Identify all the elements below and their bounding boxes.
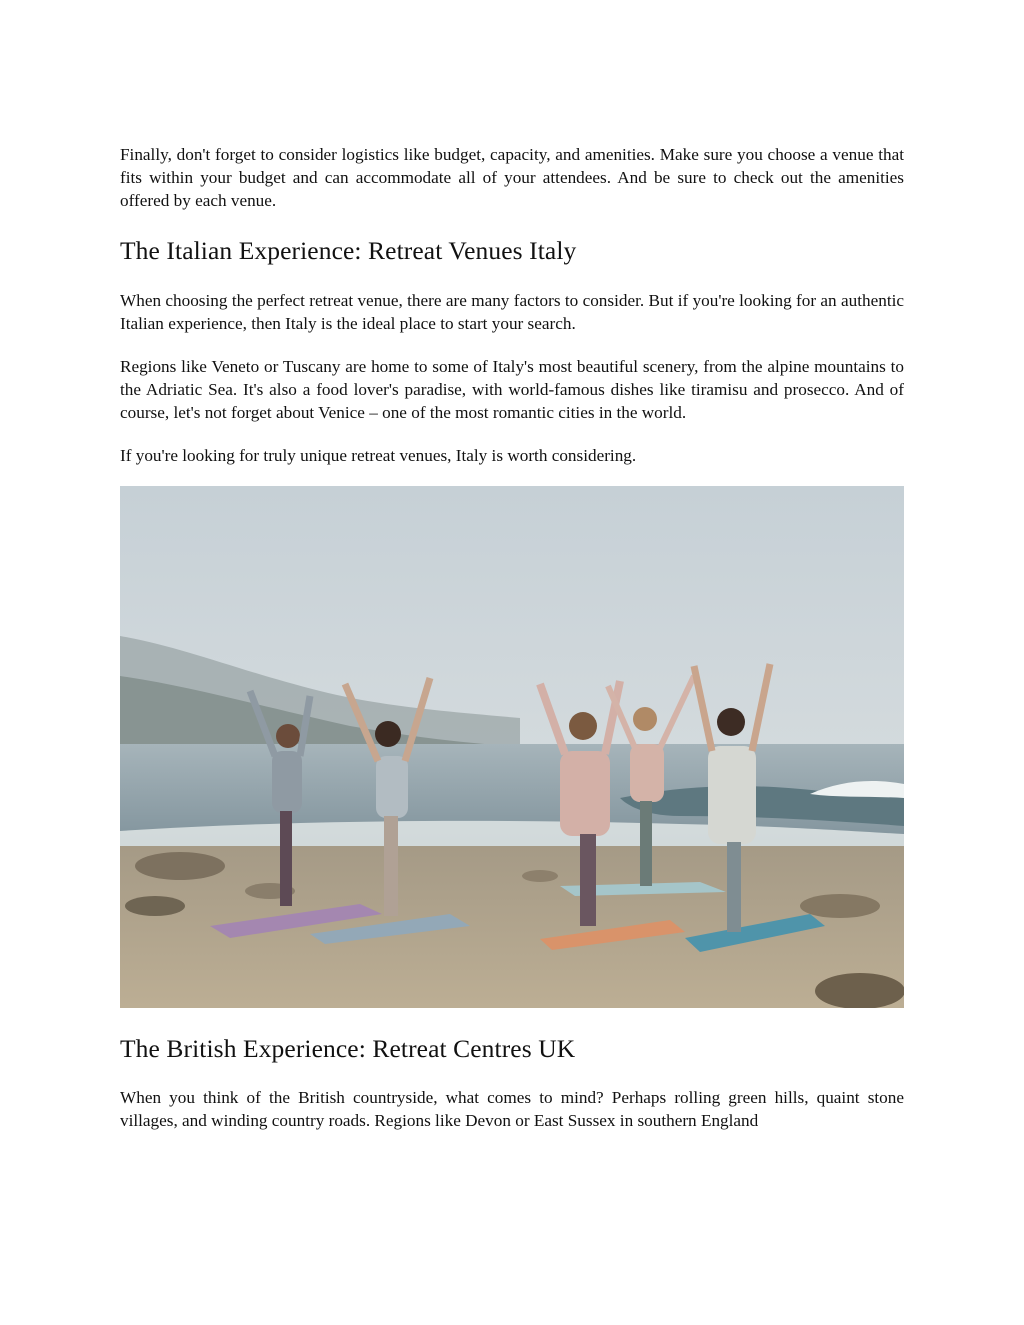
beach-yoga-photo [120, 486, 904, 1008]
logistics-paragraph: Finally, don't forget to consider logistics like budget, capacity, and amenities. Make sure you choose a venue that fits within your budget and can accommodate all of your attendees. And be sure to check out the amenities offered by each venue. [120, 145, 904, 210]
italy-regions-paragraph: Regions like Veneto or Tuscany are home to some of Italy's most beautiful scenery, from the alpine mountains to the Adriatic Sea. It's also a food lover's paradise, with world-famous dishes like tiramisu and prosecco. And of course, let's not forget about Venice – one of the most romantic cities in the world. [120, 357, 904, 422]
british-experience-heading: The British Experience: Retreat Centres UK [120, 1034, 576, 1063]
italy-intro-paragraph: When choosing the perfect retreat venue, there are many factors to consider. But if you're looking for an authentic Italian experience, then Italy is the ideal place to start your search. [120, 291, 904, 333]
italy-conclusion-paragraph: If you're looking for truly unique retreat venues, Italy is worth considering. [120, 446, 637, 465]
italian-experience-heading: The Italian Experience: Retreat Venues Italy [120, 236, 577, 265]
document-page [120, 143, 904, 1132]
britain-intro-paragraph: When you think of the British countryside, what comes to mind? Perhaps rolling green hills, quaint stone villages, and winding country roads. Regions like Devon or East Sussex in southern England [120, 1088, 904, 1130]
